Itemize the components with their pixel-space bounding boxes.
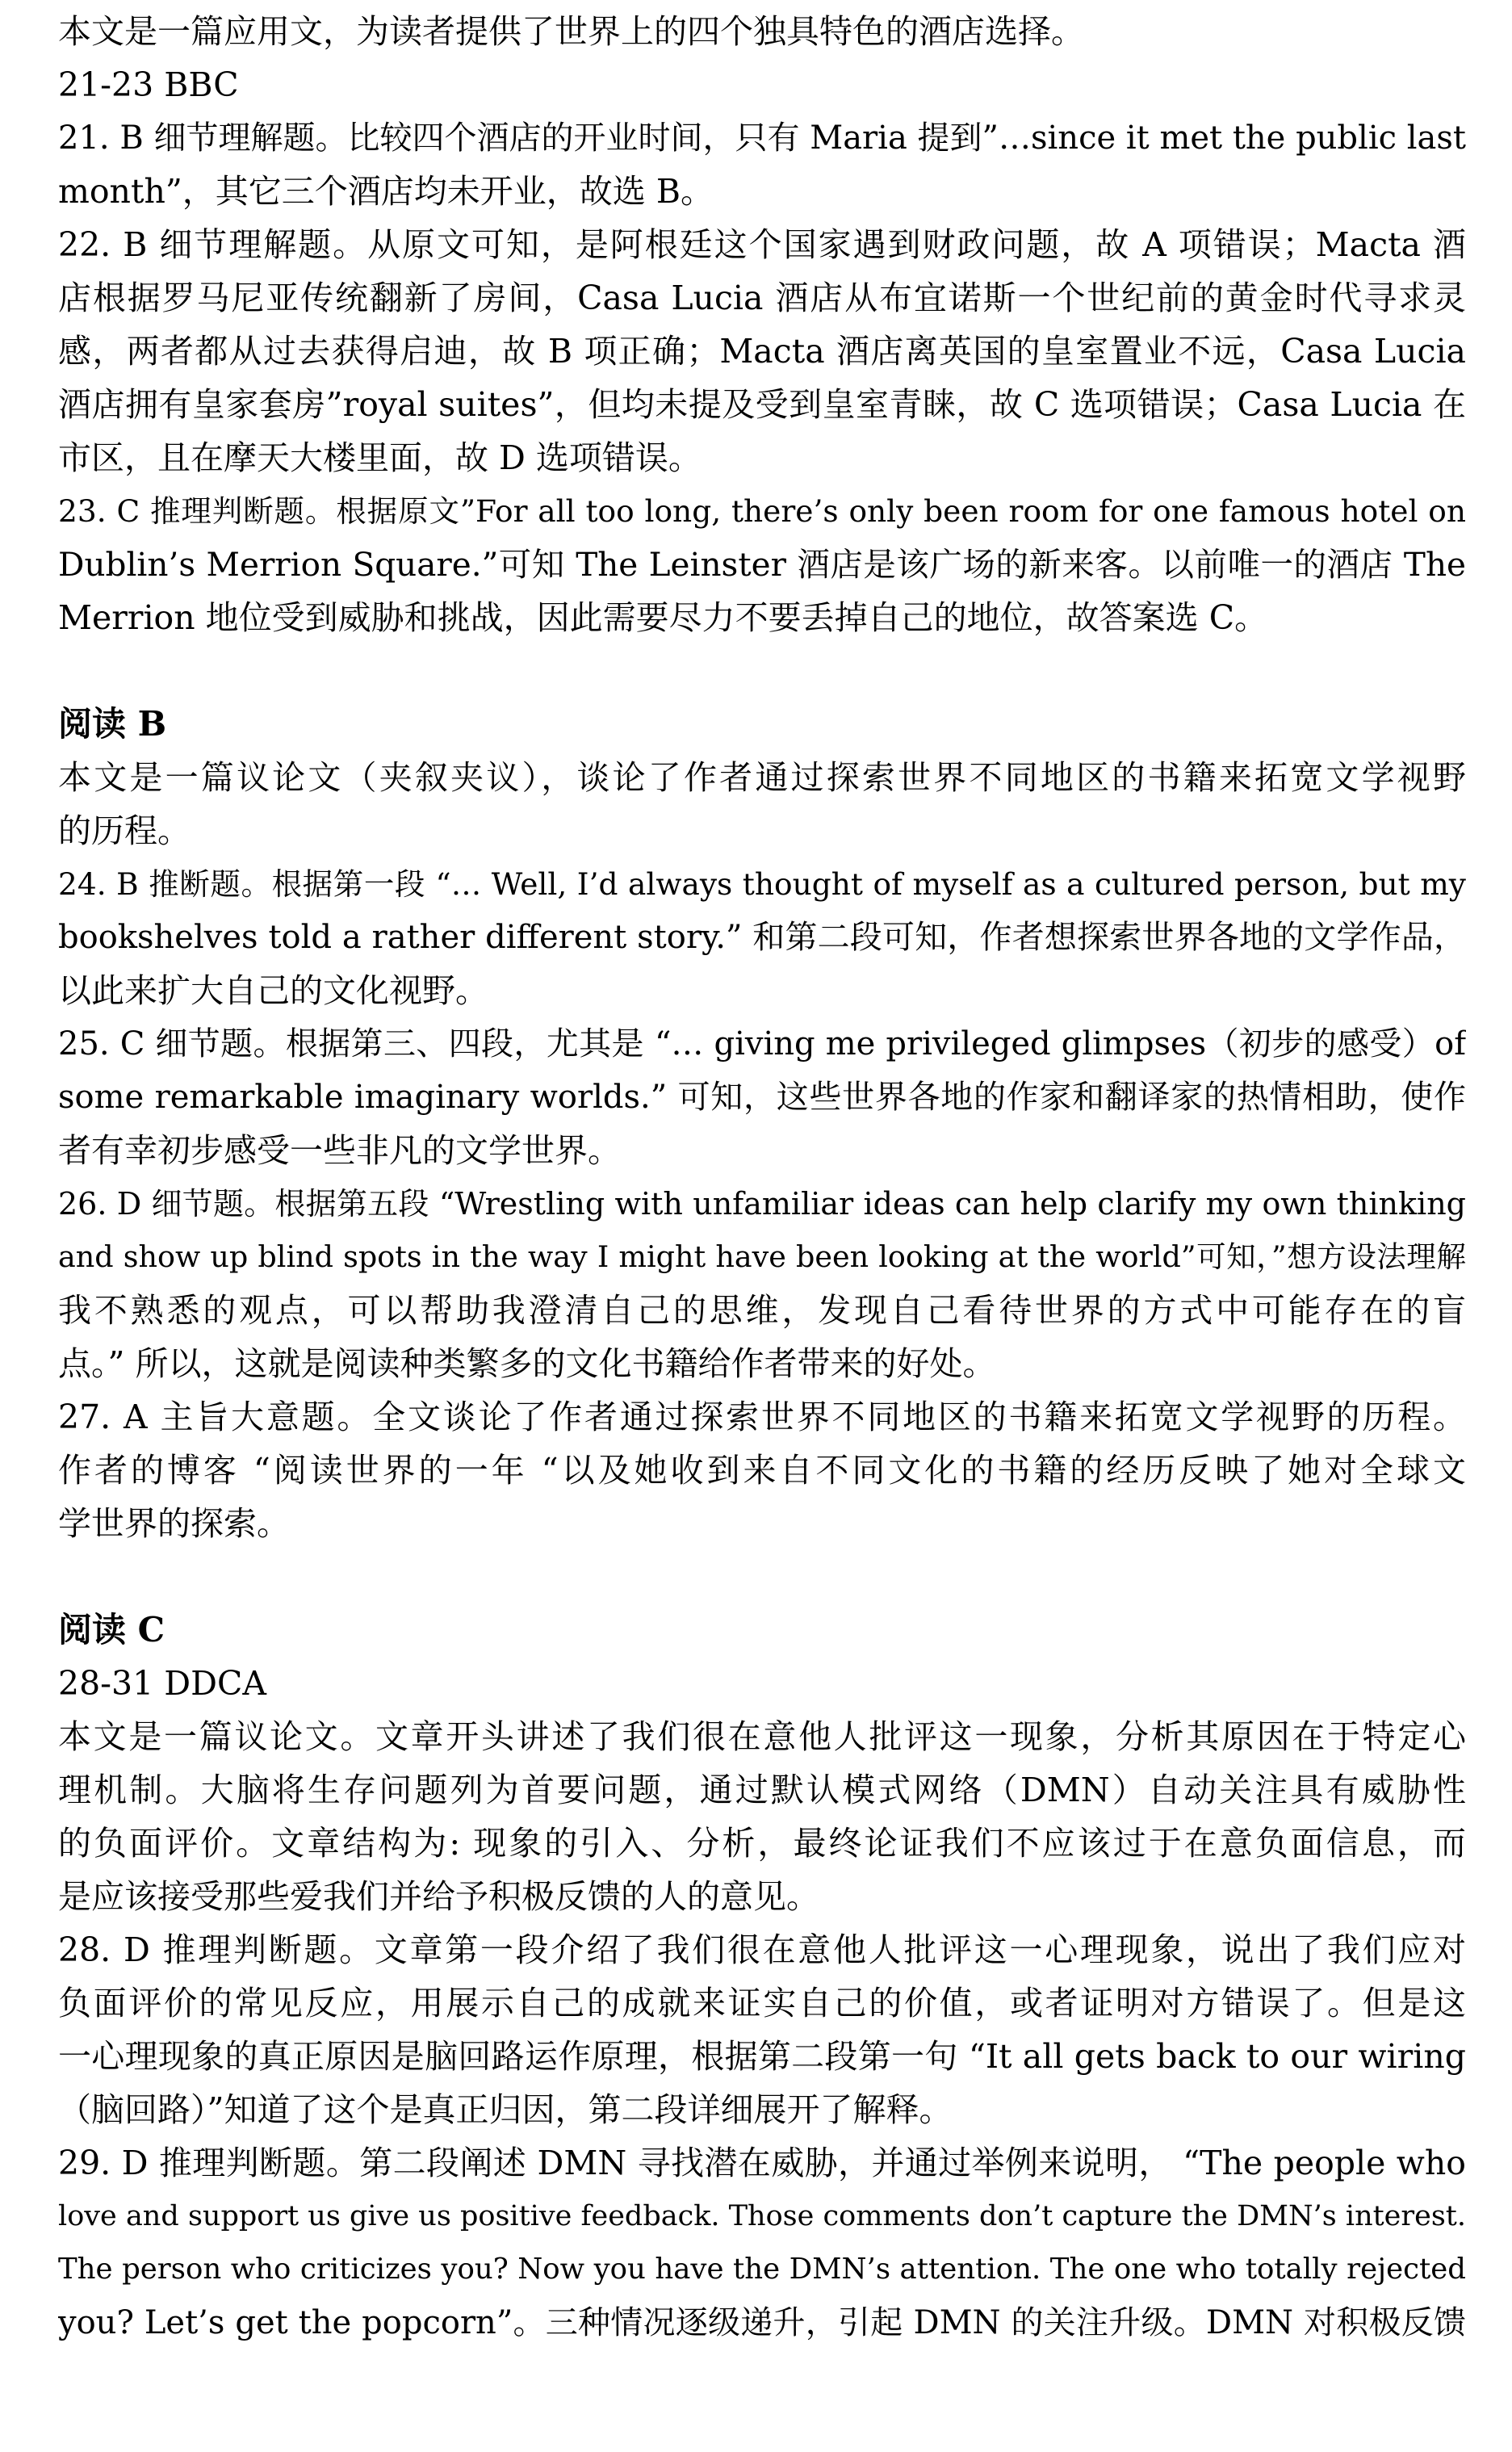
section-b [58,698,1466,1550]
q29-line: you? Let’s get the popcorn”。三种情况逐级递升，引起 DMN 的关注升级。DMN 对积极反馈 [58,2304,1466,2341]
q25-line: 25. C 细节题。根据第三、四段，尤其是 “… giving me privileged glimpses（初步的感受）of [58,1025,1466,1063]
question-26-explanation [58,1177,1466,1390]
q29-line: love and support us give us positive feedback. Those comments don’t capture the DMN’s interest. [58,2200,1466,2232]
section-c-intro-line: 理机制。大脑将生存问题列为首要问题，通过默认模式网络（DMN）自动关注具有威胁性 [58,1771,1466,1809]
q25-line: 者有幸初步感受一些非凡的文学世界。 [58,1131,621,1170]
question-28-explanation [58,1923,1466,2136]
q23-line: Dublin’s Merrion Square.”可知 The Leinster 酒店是该广场的新来客。以前唯一的酒店 The [58,545,1466,584]
q26-line: 26. D 细节题。根据第五段 “Wrestling with unfamiliar ideas can help clarify my own thinking [58,1186,1466,1222]
section-c-intro-line: 是应该接受那些爱我们并给予积极反馈的人的意见。 [58,1877,819,1916]
q24-line: 以此来扩大自己的文化视野。 [58,971,488,1010]
q27-line: 27. A 主旨大意题。全文谈论了作者通过探索世界不同地区的书籍来拓宽文学视野的历程。 [58,1398,1466,1436]
q24-line: bookshelves told a rather different story.” 和第二段可知，作者想探索世界各地的文学作品， [58,919,1466,956]
section-a [58,5,1466,644]
q27-line: 学世界的探索。 [58,1504,290,1543]
q29-line: The person who criticizes you? Now you have the DMN’s attention. The one who totally rejected [58,2253,1466,2286]
section-c-intro-line: 本文是一篇议论文。文章开头讲述了我们很在意他人批评这一现象，分析其原因在于特定心 [58,1717,1466,1756]
q22-line: 店根据罗马尼亚传统翻新了房间，Casa Lucia 酒店从布宜诺斯一个世纪前的黄金时代寻求灵 [58,279,1466,317]
q28-line: 28. D 推理判断题。文章第一段介绍了我们很在意他人批评这一心理现象，说出了我们应对 [58,1930,1466,1969]
question-23-explanation [58,484,1466,644]
q21-line: 21. B 细节理解题。比较四个酒店的开业时间，只有 Maria 提到”…since it met the public last [58,119,1466,157]
q25-line: some remarkable imaginary worlds.” 可知，这些世界各地的作家和翻译家的热情相助，使作 [58,1079,1466,1116]
q28-line: 负面评价的常见反应，用展示自己的成就来证实自己的价值，或者证明对方错误了。但是这 [58,1984,1466,2022]
question-25-explanation [58,1017,1466,1177]
section-b-heading: 阅读 B [58,704,167,744]
question-22-explanation [58,218,1466,484]
section-spacer [58,644,1466,698]
q26-line: 我不熟悉的观点，可以帮助我澄清自己的思维，发现自己看待世界的方式中可能存在的盲 [58,1291,1466,1330]
section-a-intro: 本文是一篇应用文，为读者提供了世界上的四个独具特色的酒店选择。 [58,12,1084,51]
q27-line: 作者的博客 “阅读世界的一年 “以及她收到来自不同文化的书籍的经历反映了她对全球文 [58,1451,1466,1490]
q24-line: 24. B 推断题。根据第一段 “… Well, I’d always thought of myself as a cultured person, but my [58,866,1466,902]
q22-line: 22. B 细节理解题。从原文可知，是阿根廷这个国家遇到财政问题，故 A 项错误；Macta 酒 [58,225,1466,264]
q22-line: 感，两者都从过去获得启迪，故 B 项正确；Macta 酒店离英国的皇室置业不远，Casa Lucia [58,332,1466,371]
question-29-explanation [58,2136,1466,2349]
section-b-intro-line: 的历程。 [58,811,191,850]
question-21-explanation [58,111,1466,218]
q21-line: month”，其它三个酒店均未开业，故选 B。 [58,172,714,211]
answer-explanation-document [58,5,1466,2349]
question-27-explanation [58,1390,1466,1550]
section-c [58,1603,1466,2349]
q26-line: and show up blind spots in the way I might have been looking at the world”可知，”想方设法理解 [58,1239,1466,1274]
section-c-intro-line: 的负面评价。文章结构为: 现象的引入、分析，最终论证我们不应该过于在意负面信息，而 [58,1824,1466,1863]
question-24-explanation [58,857,1466,1017]
q23-line: 23. C 推理判断题。根据原文”For all too long, there’s only been room for one famous hotel on [58,493,1466,529]
section-a-answer-key: 21-23 BBC [58,65,239,104]
q22-line: 酒店拥有皇家套房”royal suites”，但均未提及受到皇室青睐，故 C 选项错误；Casa Lucia 在 [58,385,1466,424]
section-spacer [58,1550,1466,1603]
q28-line: （脑回路）”知道了这个是真正归因，第二段详细展开了解释。 [58,2090,953,2129]
section-c-heading: 阅读 C [58,1610,165,1649]
q29-line: 29. D 推理判断题。第二段阐述 DMN 寻找潜在威胁，并通过举例来说明， “The people who [58,2144,1466,2182]
q26-line: 点。” 所以，这就是阅读种类繁多的文化书籍给作者带来的好处。 [58,1344,996,1383]
section-b-intro-line: 本文是一篇议论文（夹叙夹议），谈论了作者通过探索世界不同地区的书籍来拓宽文学视野 [58,758,1466,797]
section-c-answer-key: 28-31 DDCA [58,1664,266,1703]
q28-line: 一心理现象的真正原因是脑回路运作原理，根据第二段第一句 “It all gets back to our wiring [58,2037,1466,2076]
q23-line: Merrion 地位受到威胁和挑战，因此需要尽力不要丢掉自己的地位，故答案选 C。 [58,598,1268,637]
q22-line: 市区，且在摩天大楼里面，故 D 选项错误。 [58,438,702,477]
